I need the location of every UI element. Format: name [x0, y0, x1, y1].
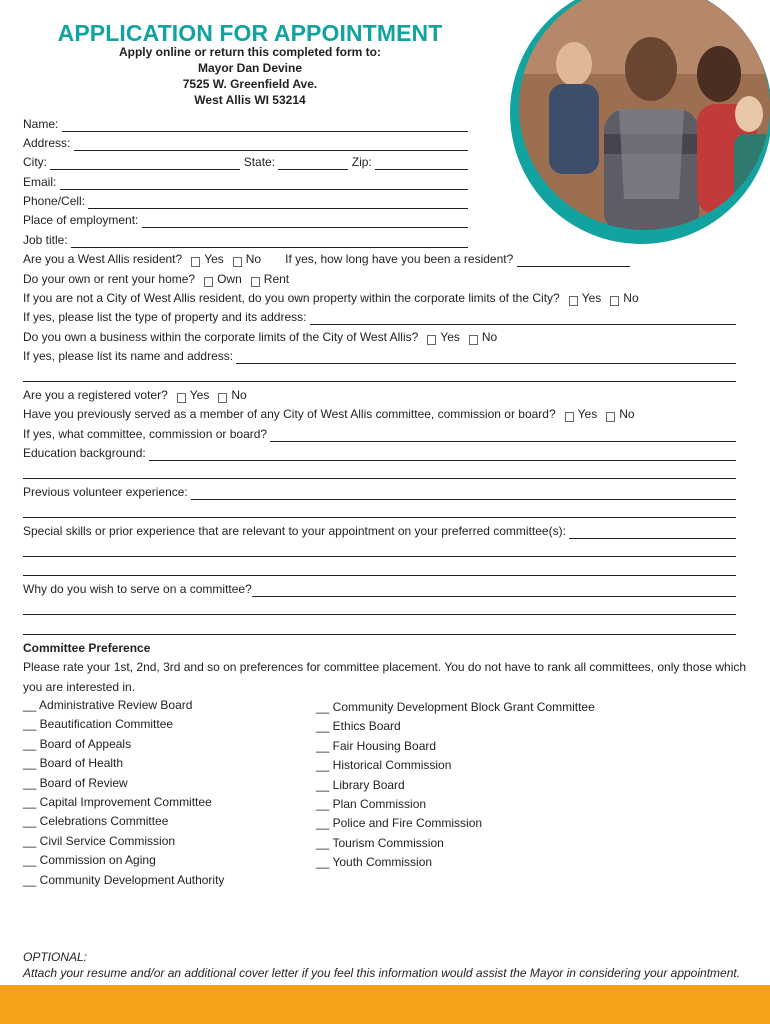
job-title-label: Job title:	[23, 233, 68, 247]
right-item[interactable]: __ Plan Commission	[316, 797, 427, 811]
served-row	[23, 407, 635, 422]
left-item[interactable]: __ Commission on Aging	[23, 853, 156, 868]
skills-extra-line-1[interactable]	[23, 556, 736, 557]
voter-no-label: No	[231, 388, 247, 402]
city-row	[23, 155, 468, 170]
voter-yes-checkbox[interactable]	[177, 393, 186, 403]
property-yes-checkbox[interactable]	[569, 296, 578, 306]
city-label: City:	[23, 155, 47, 169]
job-title-field[interactable]	[71, 236, 468, 248]
resident-yes-label: Yes	[204, 252, 224, 266]
business-yes-label: Yes	[440, 330, 460, 344]
address-row	[23, 136, 468, 151]
property-question: If you are not a City of West Allis resident, do you own property within the corporate limits of the City?	[23, 291, 560, 305]
own-rent-question: Do your own or rent your home?	[23, 272, 196, 286]
served-yes-checkbox[interactable]	[565, 412, 574, 422]
education-field[interactable]	[149, 449, 736, 461]
property-type-row	[23, 310, 736, 325]
voter-question: Are you a registered voter?	[23, 388, 168, 402]
header-street: 7525 W. Greenfield Ave.	[182, 77, 318, 91]
header-instruction: Apply online or return this completed form to:	[118, 45, 381, 59]
resident-yes-checkbox[interactable]	[191, 257, 200, 267]
volunteer-label: Previous volunteer experience:	[23, 485, 188, 499]
voter-yes-label: Yes	[189, 388, 210, 402]
right-item[interactable]: __ Community Development Block Grant Committee	[316, 700, 595, 714]
skills-label: Special skills or prior experience that are relevant to your appointment on your preferred committee(s):	[23, 524, 566, 538]
email-field[interactable]	[60, 178, 468, 190]
skills-extra-line-2[interactable]	[23, 575, 736, 576]
business-yes-checkbox[interactable]	[427, 335, 436, 345]
right-item[interactable]: __ Ethics Board	[316, 719, 401, 734]
left-item[interactable]: __ Board of Health	[23, 756, 124, 771]
why-field[interactable]	[252, 585, 736, 597]
volunteer-extra-line[interactable]	[23, 517, 736, 518]
education-row	[23, 446, 736, 461]
right-item[interactable]: __ Historical Commission	[316, 758, 452, 773]
business-no-label: No	[481, 330, 498, 344]
served-which-field[interactable]	[270, 430, 736, 442]
zip-label: Zip:	[351, 155, 372, 169]
header-recipient: Mayor Dan Devine	[197, 61, 303, 75]
state-field[interactable]	[278, 158, 348, 170]
left-item[interactable]: __ Celebrations Committee	[23, 814, 169, 829]
voter-row	[23, 388, 247, 403]
property-row	[23, 291, 639, 306]
optional-label: OPTIONAL:	[23, 950, 88, 964]
property-yes-label: Yes	[581, 291, 602, 305]
left-item[interactable]: __ Civil Service Commission	[23, 833, 176, 848]
page-title: APPLICATION FOR APPOINTMENT	[57, 20, 443, 46]
why-row	[23, 582, 736, 597]
job-title-row	[23, 233, 468, 248]
skills-row	[23, 524, 736, 539]
address-label: Address:	[23, 136, 71, 150]
state-label: State:	[243, 155, 276, 169]
served-question: Have you previously served as a member of any City of West Allis committee, commission or board?	[23, 407, 556, 421]
business-name-row	[23, 349, 736, 364]
own-label: Own	[217, 272, 242, 286]
rent-label: Rent	[263, 272, 290, 286]
why-extra-line-2[interactable]	[23, 634, 736, 635]
right-item[interactable]: __ Tourism Commission	[316, 835, 444, 850]
business-no-checkbox[interactable]	[469, 335, 478, 345]
left-item[interactable]: __ Beautification Committee	[23, 717, 174, 732]
business-name-extra-line[interactable]	[23, 381, 736, 382]
own-checkbox[interactable]	[204, 277, 213, 287]
served-which-label: If yes, what committee, commission or board?	[23, 427, 268, 441]
employment-label: Place of employment:	[23, 213, 139, 227]
why-label: Why do you wish to serve on a committee?	[23, 582, 252, 596]
served-no-label: No	[619, 407, 635, 421]
property-type-label: If yes, please list the type of property and its address:	[23, 310, 307, 324]
right-item[interactable]: __ Police and Fire Commission	[316, 816, 483, 831]
property-no-label: No	[623, 291, 639, 305]
resident-duration-question: If yes, how long have you been a resident?	[285, 252, 514, 266]
volunteer-field[interactable]	[191, 488, 736, 500]
city-field[interactable]	[50, 158, 240, 170]
own-rent-row	[23, 272, 289, 287]
property-type-field[interactable]	[310, 313, 736, 325]
name-field[interactable]	[62, 120, 468, 132]
business-row	[23, 330, 497, 345]
business-name-field[interactable]	[236, 352, 736, 364]
committee-preference-instructions: Please rate your 1st, 2nd, 3rd and so on preferences for committee placement. You do not have to rank all committees, only those which you are interested in.	[23, 660, 747, 694]
education-extra-line[interactable]	[23, 478, 736, 479]
property-no-checkbox[interactable]	[610, 296, 619, 306]
volunteer-row	[23, 485, 736, 500]
served-which-row	[23, 427, 736, 442]
employment-row	[23, 213, 468, 228]
education-label: Education background:	[23, 446, 146, 460]
optional-note: Attach your resume and/or an additional cover letter if you feel this information would assist the Mayor in considering your appointment.	[23, 966, 741, 980]
left-item[interactable]: __ Administrative Review Board	[23, 698, 193, 712]
served-yes-label: Yes	[577, 407, 598, 421]
phone-row	[23, 194, 468, 209]
footer-bar	[0, 985, 770, 1024]
name-row	[23, 117, 468, 132]
email-label: Email:	[23, 175, 57, 189]
left-item[interactable]: __ Capital Improvement Committee	[23, 795, 212, 809]
business-name-label: If yes, please list its name and address:	[23, 349, 234, 363]
committee-preference-heading: Committee Preference	[23, 641, 151, 655]
name-label: Name:	[23, 117, 59, 131]
zip-field[interactable]	[375, 158, 468, 170]
address-field[interactable]	[74, 139, 468, 151]
header-city: West Allis WI 53214	[194, 93, 306, 107]
phone-field[interactable]	[88, 197, 468, 209]
left-item[interactable]: __ Board of Appeals	[23, 736, 132, 751]
served-no-checkbox[interactable]	[606, 412, 615, 422]
resident-row	[23, 252, 630, 267]
resident-no-label: No	[245, 252, 262, 266]
right-item[interactable]: __ Fair Housing Board	[316, 738, 437, 753]
email-row	[23, 175, 468, 190]
rent-checkbox[interactable]	[251, 277, 260, 287]
voter-no-checkbox[interactable]	[218, 393, 227, 403]
left-item[interactable]: __ Board of Review	[23, 775, 128, 790]
employment-field[interactable]	[142, 216, 468, 228]
business-question: Do you own a business within the corporate limits of the City of West Allis?	[23, 330, 419, 344]
resident-question: Are you a West Allis resident?	[23, 252, 183, 266]
skills-field[interactable]	[569, 527, 736, 539]
left-item[interactable]: __ Community Development Authority	[23, 872, 225, 887]
why-extra-line-1[interactable]	[23, 614, 736, 615]
resident-no-checkbox[interactable]	[233, 257, 242, 267]
resident-duration-field[interactable]	[517, 255, 630, 267]
right-item[interactable]: __ Library Board	[316, 777, 405, 792]
right-item[interactable]: __ Youth Commission	[316, 855, 433, 870]
phone-label: Phone/Cell:	[23, 194, 86, 208]
